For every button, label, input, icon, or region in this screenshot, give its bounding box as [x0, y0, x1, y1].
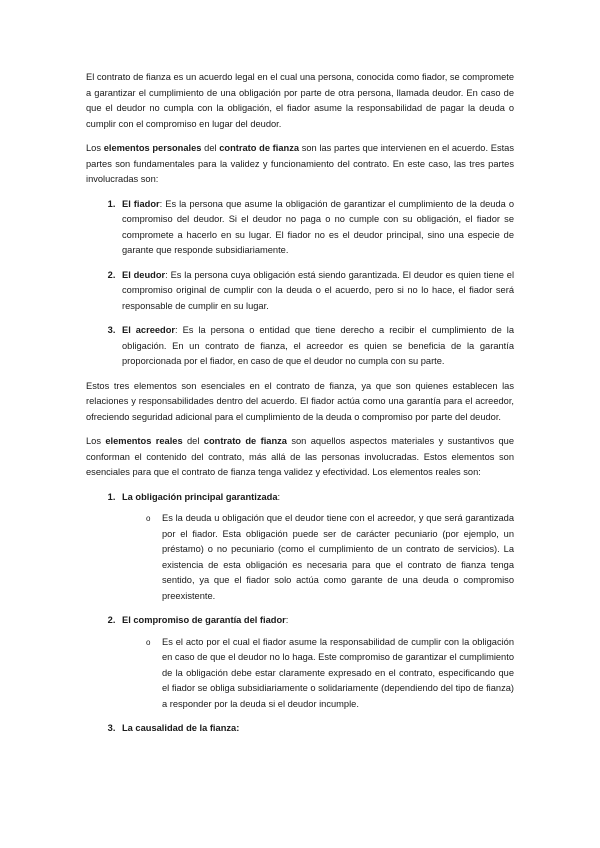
real-elements-list [86, 490, 514, 737]
personal-elements-paragraph: Los elementos personales del contrato de fianza son las partes que intervienen en el acuerdo. Estas partes son fundamentales para la validez y funcionamiento del contrato. En este caso, las tres partes involucradas son: [86, 143, 514, 184]
list-item: 1. El fiador: Es la persona que asume la obligación de garantizar el cumplimiento de la deuda o compromiso del deudor. Si el deudor no paga o no cumple con su obligación, el fiador se compromete a hacerlo en su lugar. El fiador no es el deudor principal, sino una especie de garante que responde subsidiariamente. [118, 197, 514, 259]
intro-paragraph: El contrato de fianza es un acuerdo legal en el cual una persona, conocida como fiador, se compromete a garantizar el cumplimiento de una obligación por parte de otra persona, llamada deudor. En caso de que el deudor no cumpla con la obligación, el fiador asume la responsabilidad de pagar la deuda o cumplir con el compromiso en lugar del deudor. [86, 72, 514, 129]
document-body [86, 70, 514, 746]
sub-list-item: o Es la deuda u obligación que el deudor tiene con el acreedor, y que será garantizada por el fiador. Esta obligación puede ser de carácter pecuniario (por ejemplo, un préstamo) o no pecuniario (como el cumplimiento de un contrato de servicios). La existencia de esta obligación es necesaria para que el contrato de fianza tenga sentido, ya que el fiador solo actúa como garante de una deuda o compromiso preexistente. [146, 513, 514, 601]
summary-paragraph: Estos tres elementos son esenciales en el contrato de fianza, ya que son quienes establecen las relaciones y responsabilidades dentro del acuerdo. El fiador actúa como una garantía para el acreedor, ofreciendo seguridad adicional para el cumplimiento de la deuda o compromiso por parte del deudor. [86, 380, 514, 422]
list-item: 2. El deudor: Es la persona cuya obligación está siendo garantizada. El deudor es quien tiene el compromiso original de cumplir con la deuda o el acuerdo, pero si no lo hace, el fiador será responsable de cumplir en su lugar. [118, 268, 514, 315]
list-item: 1. La obligación principal garantizada: o Es la deuda u obligación que el deudor tiene con el acreedor, y que será garantizada por el fiador. Esta obligación puede ser de carácter pecuniario (por ejemplo, un préstamo) o no pecuniario (como el cumplimiento de un contrato de servicios). La existencia de esta obligación es necesaria para que el contrato de fianza tenga sentido, ya que el fiador solo actúa como garante de una deuda o compromiso preexistente. [118, 490, 514, 605]
real-elements-paragraph: Los elementos reales del contrato de fianza son aquellos aspectos materiales y sustantivos que conforman el contenido del contrato, más allá de las personas involucradas. Estos elementos son esenciales para que el contrato de fianza tenga validez y efectividad. Los elementos reales son: [86, 436, 514, 477]
circle-bullet-icon: o [146, 514, 151, 523]
list-item: 3. La causalidad de la fianza: [118, 721, 514, 737]
list-item: 2. El compromiso de garantía del fiador: o Es el acto por el cual el fiador asume la responsabilidad de cumplir con la obligación en caso de que el deudor no lo haga. Este compromiso de garantizar el cumplimiento de la obligación debe estar claramente expresado en el contrato, especificando que el fiador se obliga subsidiariamente o solidariamente (dependiendo del tipo de fianza) a responder por la deuda si el deudor incumple. [118, 613, 514, 712]
sub-list [122, 511, 514, 604]
circle-bullet-icon: o [146, 637, 151, 647]
sub-list [122, 635, 514, 713]
personal-elements-list [86, 197, 514, 370]
sub-list-item: o Es el acto por el cual el fiador asume la responsabilidad de cumplir con la obligación en caso de que el deudor no lo haga. Este compromiso de garantizar el cumplimiento de la obligación debe estar claramente expresado en el contrato, especificando que el fiador se obliga subsidiariamente o solidariamente (dependiendo del tipo de fianza) a responder por la deuda si el deudor incumple. [146, 636, 514, 709]
list-item: 3. El acreedor: Es la persona o entidad que tiene derecho a recibir el cumplimiento de la obligación. En un contrato de fianza, el acreedor es quien se beneficia de la garantía proporcionada por el fiador, en caso de que el deudor no cumpla con su parte. [118, 323, 514, 370]
